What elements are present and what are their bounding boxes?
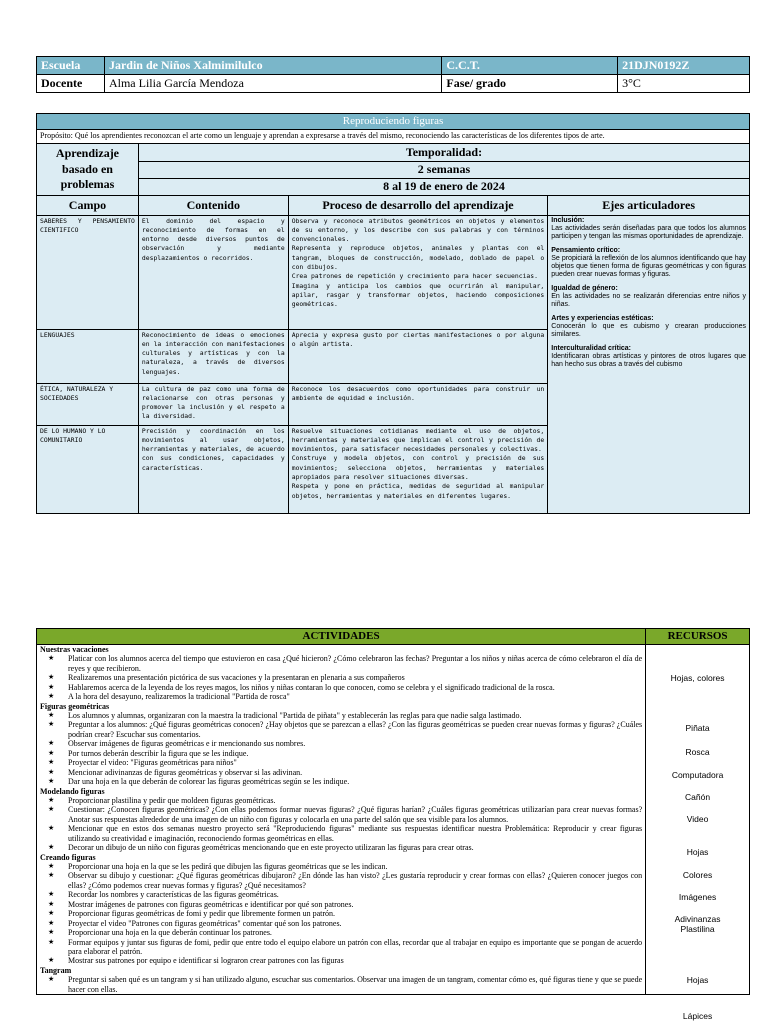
star-bullet-icon: ★ [48,862,55,871]
activity-item: ★ Por turnos deberán describir la figura que se les indique. [48,748,249,758]
activity-item: ★ Decorar un dibujo de un niño con figuras geométricas mencionando que en este proyecto utilizaran las figuras para crear otras. [48,843,474,853]
contenido-cell: Reconocimiento de ideas o emociones en la interacción con manifestaciones culturales y artísticas y con la naturaleza, a través de diversos lenguajes. [138,329,288,383]
star-bullet-icon: ★ [48,928,55,937]
eje-title: Igualdad de género: [551,284,618,292]
star-bullet-icon: ★ [48,956,55,965]
activities-body [37,644,646,994]
eje-text: En las actividades no se realizarán diferencias entre niños y niñas. [551,292,746,309]
proceso-cell: Aprecia y expresa gusto por ciertas manifestaciones o por alguna o algún artista. [288,329,548,383]
star-bullet-icon: ★ [48,824,55,833]
star-bullet-icon: ★ [48,692,55,701]
eje-text: Conocerán lo que es cubismo y crearan producciones similares. [551,323,746,339]
activity-item: ★ Mostrar imágenes de patrones con figuras geométricas e identificar por qué son patrones. [48,899,354,909]
star-bullet-icon: ★ [48,777,55,786]
activity-item: ★ Cuestionar: ¿Conocen figuras geométricas? ¿Con ellas podemos formar nuevas figuras? ¿Qué figuras harían? ¿Cuáles figuras geométricas utilizarían para crear nuevas formas? Anotar sus respuestas alrededor de una imagen de un niño con figuras y colocarla en una parte del salón que sea visible para los alumnos. [48,805,643,824]
eje-title: Pensamiento crítico: [551,246,621,254]
resource-item: Colores [682,869,713,880]
duration: 2 semanas [139,162,749,179]
eje-title: Interculturalidad crítica: [551,345,632,353]
resource-item: Plastilina [680,923,715,934]
eje-title: Inclusión: [551,216,585,224]
star-bullet-icon: ★ [48,654,55,663]
section-title: Modelando figuras [40,786,105,796]
col-campo: Campo [37,196,139,215]
star-bullet-icon: ★ [48,937,55,946]
temporality [138,143,749,196]
star-bullet-icon: ★ [48,767,55,776]
resources-column [646,644,750,1021]
activities-heading: ACTIVIDADES [37,629,646,645]
star-bullet-icon: ★ [48,748,55,757]
section-title: Figuras geométricas [40,701,110,711]
contenido-cell: Precisión y coordinación en los movimientos al usar objetos, herramientas y materiales, de acuerdo con sus condiciones, capacidades y características. [138,425,288,513]
star-bullet-icon: ★ [48,899,55,908]
purpose: Propósito: Qué los aprendientes reconozcan el arte como un lenguaje y aprendan a expresarse a través del mismo, reconociendo las características de los diferentes tipos de arte. [37,129,750,143]
resource-item: Piñata [685,722,710,733]
eje-text: Las actividades serán diseñadas para que todos los alumnos participen y tengan las mismas oportunidades de aprendizaje. [551,224,746,240]
col-contenido: Contenido [138,196,288,215]
resource-item: Adivinanzas [674,913,721,924]
campo-cell: DE LO HUMANO Y LO COMUNITARIO [37,425,139,513]
resource-item: Hojas [686,846,709,857]
star-bullet-icon: ★ [48,758,55,767]
activity-item: ★ Proporcionar figuras geométricas de fomi y pedir que libremente formen un patrón. [48,909,336,919]
activity-item: ★ Formar equipos y juntar sus figuras de fomi, pedir que entre todo el equipo elabore un patrón con ellas, recordar que al trabajar en equipo es importante que se pongan de acuerdo para elaborar el patrón. [48,937,643,956]
proceso-cell: Reconoce los desacuerdos como oportunidades para construir un ambiente de equidad e inclusión. [288,383,548,425]
phase-value: 3°C [618,75,750,93]
campo-cell: LENGUAJES [37,329,139,383]
star-bullet-icon: ★ [48,682,55,691]
eje-text: Identificaran obras artísticas y pintores de otros lugares que han hecho sus obras a través del cubismo [551,353,746,369]
activity-item: ★ Observar su dibujo y cuestionar: ¿Qué figuras geométricas dibujaron? ¿En dónde las han visto? ¿Les gustaría reproducir y crear formas con ellas? ¿Quieren conocer juegos con ellas? ¿Cómo podemos crear nuevas formas y figuras? ¿Qué necesitamos? [48,871,643,890]
activity-item: ★ Mencionar que en estos dos semanas nuestro proyecto será "Reproduciendo figuras" mediante sus respuestas identificar nuestra Problemática: Reproducir y crear figuras utilizando su creatividad e imaginación, reconociendo formas geométricas en ellas. [48,824,643,843]
proceso-cell [288,425,548,513]
activity-list [40,654,642,701]
resource-item: Computadora [671,769,724,780]
activity-item: ★ Los alumnos y alumnas, organizaran con la maestra la tradicional "Partida de piñata" y establecerán las reglas para que nadie salga lastimado. [48,711,522,721]
activity-item: ★ Dar una hoja en la que deberán de colorear las figuras geométricas según se les indique. [48,777,350,787]
activity-item: ★ Proyectar el video: "Figuras geométricas para niños" [48,758,237,768]
eje-title: Artes y experiencias estéticas: [551,315,654,323]
school-label: Escuela [37,57,105,75]
cct-value: 21DJN0192Z [618,57,750,75]
resources-heading: RECURSOS [646,629,750,645]
proceso-text: Resuelve situaciones cotidianas mediante el uso de objetos, herramientas y materiales que implican el control y precisión de movimientos, para satisfacer necesidades personales y colectivas. Construye y modela objetos, con control y precisión de sus movimientos; selecciona objetos, herramientas y materiales apropiados para resolver situaciones diversas. Respeta y pone en práctica, medidas de seguridad al manipular objetos, herramientas y materiales en diferentes lugares. [291,426,545,500]
activity-item: ★ Hablaremos acerca de la leyenda de los reyes magos, los niños y niñas contaran lo que conocen, como se celebra y el significado tradicional de la rosca. [48,682,555,692]
activity-item: ★ Realizaremos una presentación pictórica de sus vacaciones y la presentaran en plenaria a sus compañeros [48,673,405,683]
activity-item: ★ Recordar los nombres y características de las figuras geométricas. [48,890,279,900]
star-bullet-icon: ★ [48,909,55,918]
learning-approach: Aprendizaje basado en problemas [37,143,139,196]
school-name: Jardin de Niños Xalmimilulco [104,57,441,75]
activity-list [40,796,642,853]
star-bullet-icon: ★ [48,720,55,729]
contenido-cell: El dominio del espacio y reconocimiento de formas en el entorno desde diversos puntos de observación y mediante desplazamientos o recorridos. [138,215,288,329]
proceso-text: Observa y reconoce atributos geométricos en objetos y elementos de su entorno, y los describe con sus palabras y con términos convencionales. Representa y reproduce objetos, animales y plantas con el tangram, bloques de construcción, modelado, doblado de papel o con dibujos. Crea patrones de repetición y crecimiento para hacer secuencias. Imagina y anticipa los cambios que ocurrirán al manipular, apilar, rasgar y transformar objetos, haciendo composiciones geométricas. [291,216,545,309]
activity-item: ★ Proporcionar plastilina y pedir que moldeen figuras geométricas. [48,795,276,805]
section-title: Tangram [40,965,72,975]
activity-list [40,862,642,966]
resource-item: Rosca [685,746,710,757]
teacher-name: Alma Lilia García Mendoza [104,75,441,93]
campo-cell: ÉTICA, NATURALEZA Y SOCIEDADES [37,383,139,425]
header-table [36,56,750,93]
col-ejes: Ejes articuladores [548,196,750,215]
contenido-cell: La cultura de paz como una forma de relacionarse con otras personas y promover la inclusión y el respeto a la diversidad. [138,383,288,425]
star-bullet-icon: ★ [48,871,55,880]
eje-text: Se propiciará la reflexión de los alumnos identificando que hay objetos que tienen forma de figuras geométricas y con figuras pueden crear nuevas formas y figuras. [551,254,746,278]
col-proceso: Proceso de desarrollo del aprendizaje [288,196,548,215]
planning-table [36,113,750,514]
activity-item: ★ Proyectar el video "Patrones con figuras geométricas" comentar qué son los patrones. [48,918,342,928]
activity-item: ★ Mostrar sus patrones por equipo e identificar si lograron crear patrones con las figuras [48,956,344,966]
resource-item: Video [686,813,709,824]
star-bullet-icon: ★ [48,739,55,748]
star-bullet-icon: ★ [48,805,55,814]
proceso-cell [288,215,548,329]
section-title: Nuestras vacaciones [40,644,109,654]
resource-item: Cañón [685,791,711,802]
activity-item: ★ Preguntar a los alumnos: ¿Qué figuras geométricas conocen? ¿Hay objetos que se parezcan a ellas? ¿Con las figuras geométricas se pueden crear nuevas formas y figuras? ¿Cuáles podrían crear? Escuchar sus comentarios. [48,720,643,739]
activity-list [40,975,642,994]
resource-item: Imágenes [678,891,717,902]
activity-item: ★ Proporcionar una hoja en la que se les pedirá que dibujen las figuras geométricas que se les indican. [48,862,388,872]
activity-item: ★ Proporcionar una hoja en la que deberán continuar los patrones. [48,928,272,938]
campo-cell: SABERES Y PENSAMIENTO CIENTIFICO [37,215,139,329]
star-bullet-icon: ★ [48,795,55,804]
section-title: Creando figuras [40,852,96,862]
ejes-cell [548,215,750,513]
activity-item: ★ Mencionar adivinanzas de figuras geométricas y observar si las adivinan. [48,767,303,777]
star-bullet-icon: ★ [48,711,55,720]
star-bullet-icon: ★ [48,673,55,682]
cct-label: C.C.T. [442,57,618,75]
resource-item: Lápices [682,1010,713,1021]
resource-item: Hojas, colores [670,672,725,683]
teacher-label: Docente [37,75,105,93]
star-bullet-icon: ★ [48,890,55,899]
activity-item: ★ Observar imágenes de figuras geométricas e ir mencionando sus nombres. [48,739,306,749]
dates: 8 al 19 de enero de 2024 [383,178,505,193]
activity-item: ★ Platicar con los alumnos acerca del tiempo que estuvieron en casa ¿Qué hicieron? ¿Cómo celebraron las fechas? Preguntar a los niños y niñas acerca de cómo celebraron el día de reyes y que recibieron. [48,654,643,673]
project-title: Reproduciendo figuras [37,114,750,130]
activity-list [40,711,642,787]
resource-item: Hojas [686,974,709,985]
temporality-label: Temporalidad: [139,145,749,163]
star-bullet-icon: ★ [48,975,55,984]
phase-label: Fase/ grado [442,75,618,93]
star-bullet-icon: ★ [48,918,55,927]
activities-table [36,628,750,1021]
activity-item: ★ Preguntar si saben qué es un tangram y si han utilizado alguno, escuchar sus comentarios. Observar una imagen de un tangram, comentar cómo es, qué figuras tiene y que se puede hacer con ellas. [48,975,643,994]
star-bullet-icon: ★ [48,843,55,852]
activity-item: ★ A la hora del desayuno, realizaremos la tradicional "Partida de rosca" [48,692,290,702]
